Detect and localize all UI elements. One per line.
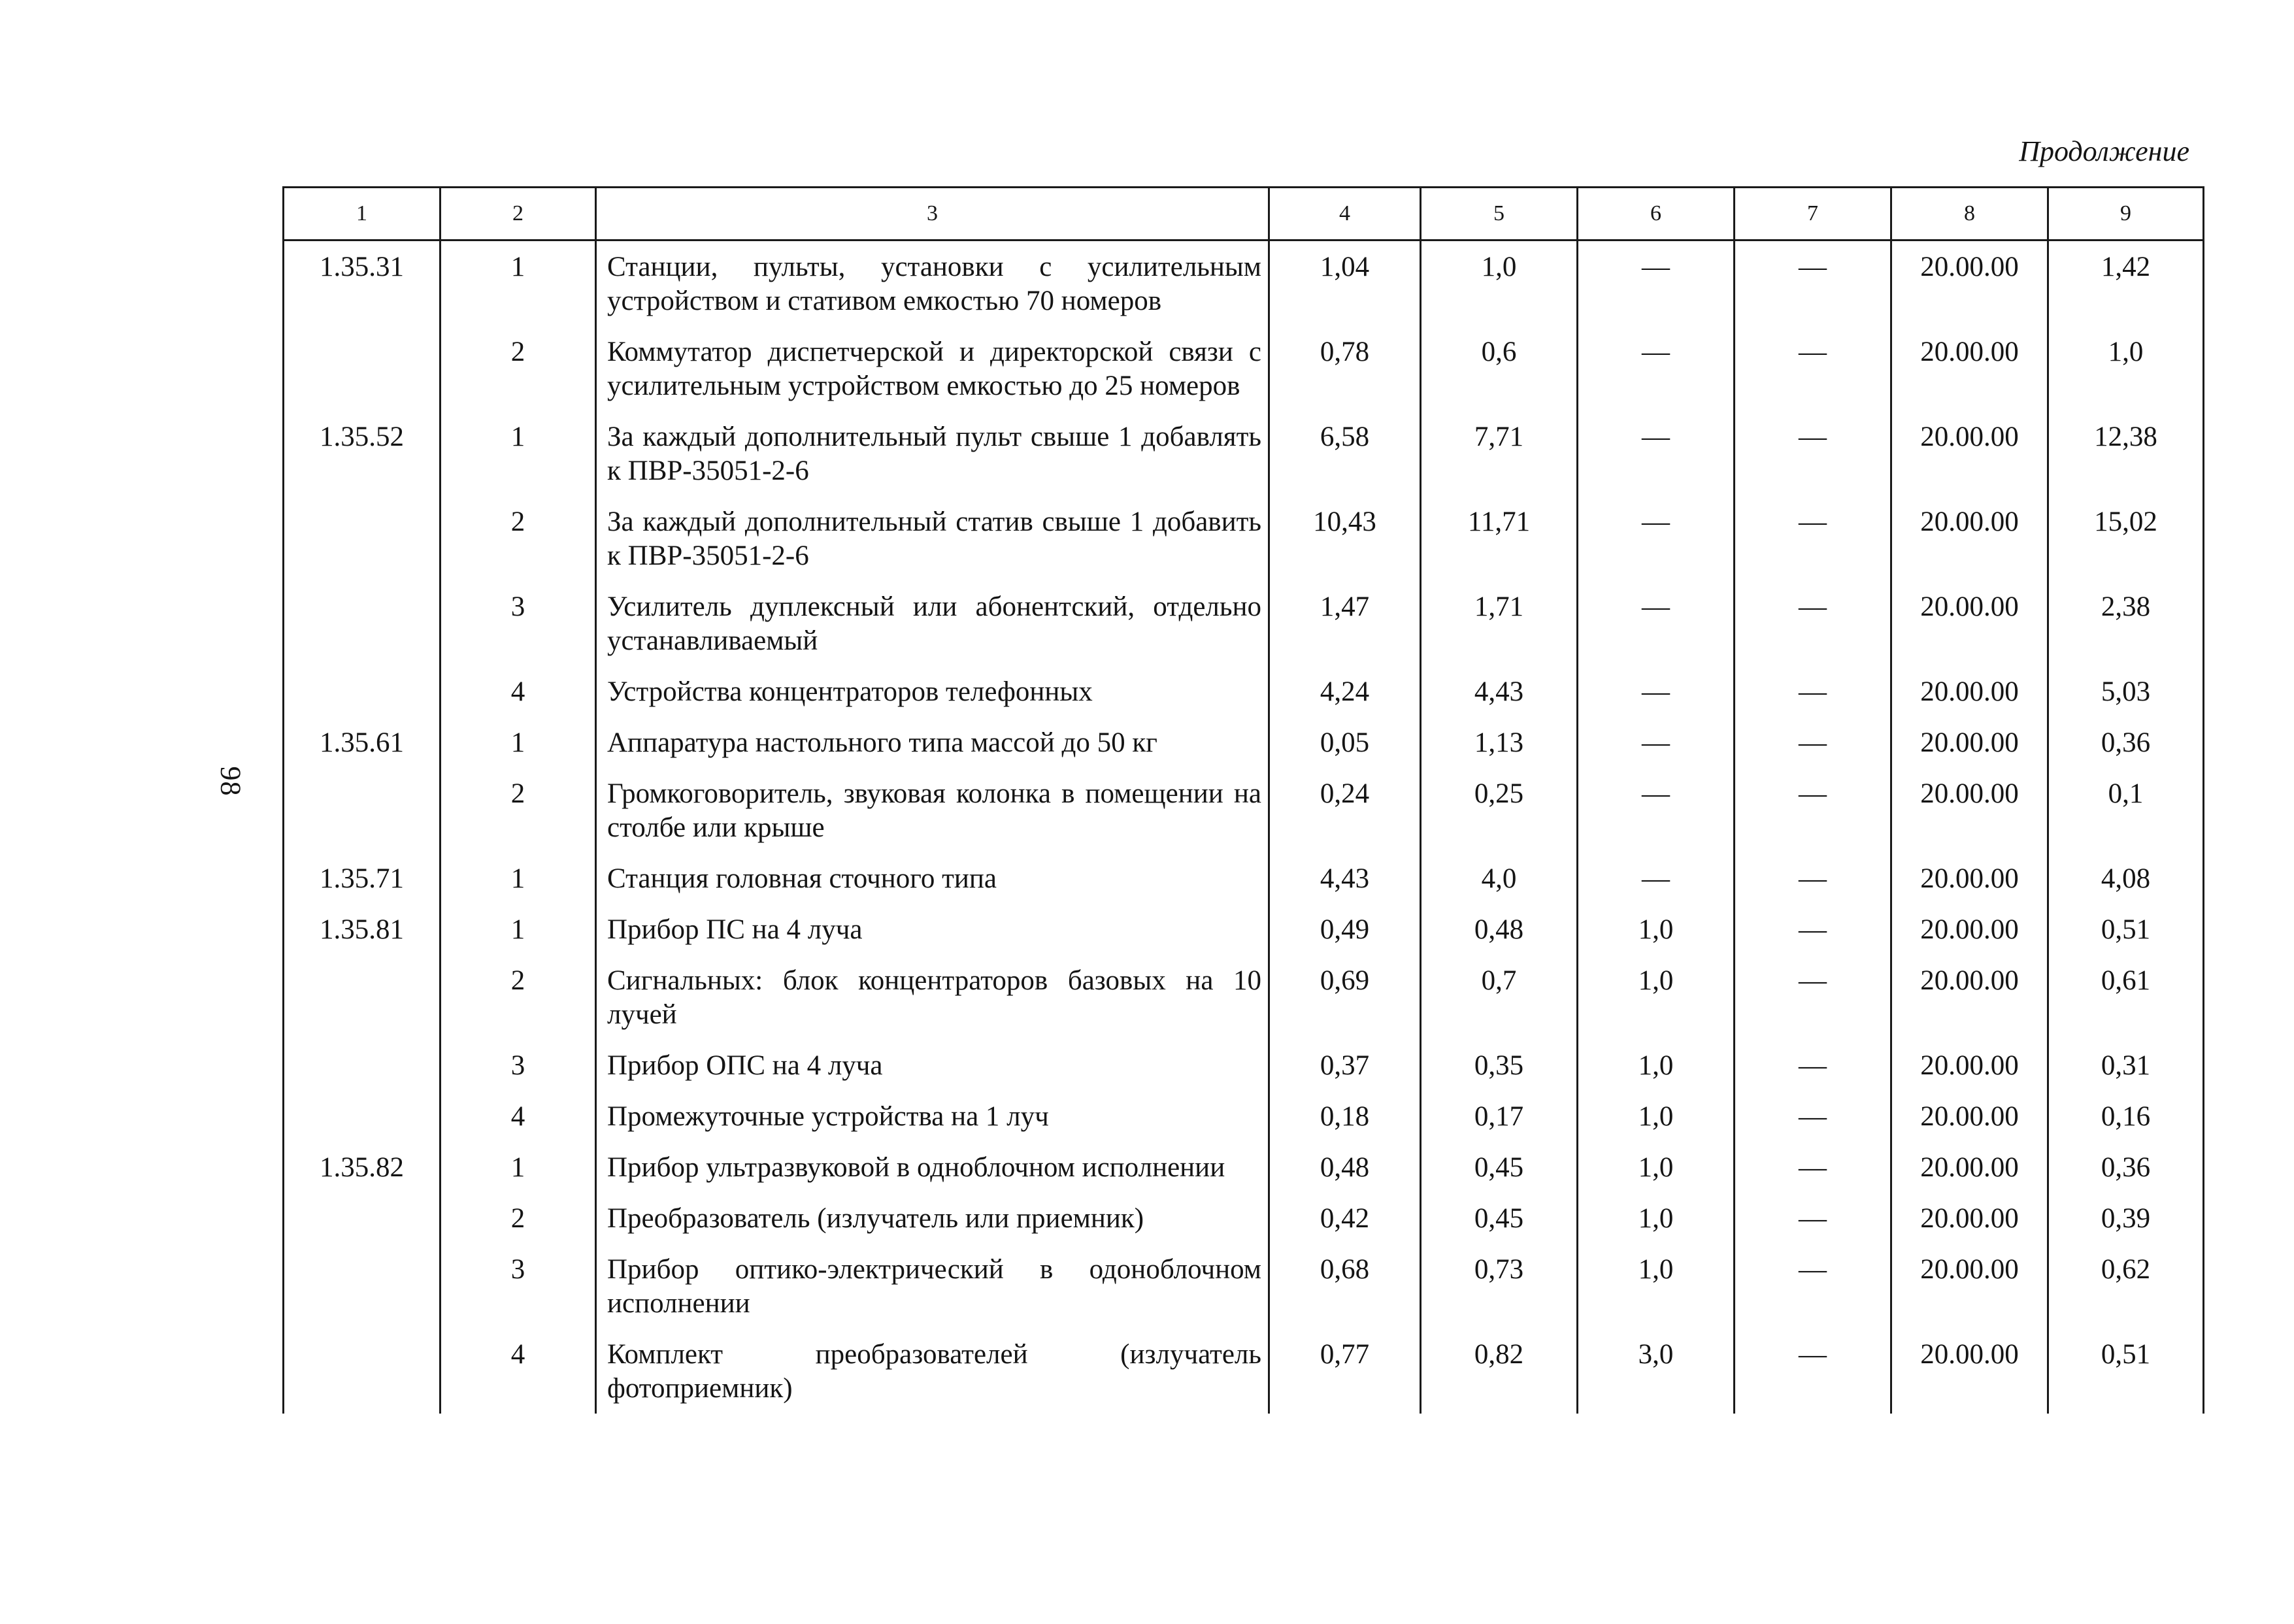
table-row (284, 496, 2204, 581)
row-col7: — (1735, 1142, 1891, 1193)
row-code (284, 581, 441, 666)
column-header: 1 (284, 188, 441, 240)
row-col5: 0,35 (1421, 1040, 1578, 1091)
row-col7: — (1735, 326, 1891, 411)
row-description: Прибор оптико-электрический в одоноблочном исполнении (596, 1244, 1269, 1329)
row-description: Аппаратура настольного типа массой до 50 кг (596, 717, 1269, 768)
row-description: Станция головная сточного типа (596, 853, 1269, 904)
continuation-label: Продолжение (2019, 135, 2189, 167)
row-number: 1 (441, 853, 596, 904)
row-col6: — (1578, 411, 1735, 496)
row-col9: 4,08 (2048, 853, 2204, 904)
row-description: Прибор ультразвуковой в одноблочном исполнении (596, 1142, 1269, 1193)
row-col4: 1,47 (1269, 581, 1421, 666)
row-col7: — (1735, 768, 1891, 853)
row-col4: 0,69 (1269, 955, 1421, 1040)
row-col6: 1,0 (1578, 1040, 1735, 1091)
table-row (284, 904, 2204, 955)
row-number: 2 (441, 955, 596, 1040)
row-description: Устройства концентраторов телефонных (596, 666, 1269, 717)
row-col5: 0,82 (1421, 1329, 1578, 1414)
row-col8: 20.00.00 (1891, 853, 2048, 904)
row-code: 1.35.71 (284, 853, 441, 904)
row-number: 1 (441, 1142, 596, 1193)
row-number: 3 (441, 1040, 596, 1091)
column-header: 4 (1269, 188, 1421, 240)
row-code (284, 955, 441, 1040)
row-code (284, 1244, 441, 1329)
row-col8: 20.00.00 (1891, 1091, 2048, 1142)
row-col6: 1,0 (1578, 1193, 1735, 1244)
row-col7: — (1735, 1040, 1891, 1091)
row-col5: 0,6 (1421, 326, 1578, 411)
row-col8: 20.00.00 (1891, 240, 2048, 327)
row-col4: 0,49 (1269, 904, 1421, 955)
row-number: 1 (441, 240, 596, 327)
row-col9: 0,62 (2048, 1244, 2204, 1329)
row-col6: 3,0 (1578, 1329, 1735, 1414)
row-col4: 0,78 (1269, 326, 1421, 411)
row-col7: — (1735, 955, 1891, 1040)
row-code: 1.35.61 (284, 717, 441, 768)
page-number: 98 (214, 766, 247, 797)
table-row (284, 1040, 2204, 1091)
row-col5: 0,45 (1421, 1193, 1578, 1244)
row-col4: 0,48 (1269, 1142, 1421, 1193)
row-col6: — (1578, 240, 1735, 327)
table-body (284, 240, 2204, 1414)
row-col6: — (1578, 768, 1735, 853)
row-col6: 1,0 (1578, 1091, 1735, 1142)
row-col9: 0,51 (2048, 904, 2204, 955)
row-col8: 20.00.00 (1891, 955, 2048, 1040)
row-col6: — (1578, 496, 1735, 581)
row-col6: — (1578, 666, 1735, 717)
row-col4: 0,77 (1269, 1329, 1421, 1414)
row-code: 1.35.31 (284, 240, 441, 327)
row-code (284, 1193, 441, 1244)
table-row (284, 326, 2204, 411)
row-col5: 0,48 (1421, 904, 1578, 955)
row-col7: — (1735, 1193, 1891, 1244)
row-number: 4 (441, 666, 596, 717)
row-number: 1 (441, 411, 596, 496)
row-col7: — (1735, 853, 1891, 904)
row-col8: 20.00.00 (1891, 581, 2048, 666)
row-number: 4 (441, 1091, 596, 1142)
column-header: 6 (1578, 188, 1735, 240)
row-col9: 0,61 (2048, 955, 2204, 1040)
row-number: 4 (441, 1329, 596, 1414)
row-description: Прибор ПС на 4 луча (596, 904, 1269, 955)
row-col4: 0,24 (1269, 768, 1421, 853)
row-description: За каждый дополнительный пульт свыше 1 добавлять к ПВР-35051-2-6 (596, 411, 1269, 496)
row-col7: — (1735, 581, 1891, 666)
column-header: 9 (2048, 188, 2204, 240)
row-col7: — (1735, 1244, 1891, 1329)
row-description: Громкоговоритель, звуковая колонка в помещении на столбе или крыше (596, 768, 1269, 853)
row-col9: 0,16 (2048, 1091, 2204, 1142)
row-col6: 1,0 (1578, 1244, 1735, 1329)
row-description: Преобразователь (излучатель или приемник) (596, 1193, 1269, 1244)
row-code (284, 1040, 441, 1091)
table-row (284, 1193, 2204, 1244)
row-col9: 0,51 (2048, 1329, 2204, 1414)
table-row (284, 1142, 2204, 1193)
row-col9: 15,02 (2048, 496, 2204, 581)
row-col8: 20.00.00 (1891, 717, 2048, 768)
row-col9: 2,38 (2048, 581, 2204, 666)
row-col8: 20.00.00 (1891, 1329, 2048, 1414)
row-col4: 6,58 (1269, 411, 1421, 496)
row-description: Комплект преобразователей (излучатель фотоприемник) (596, 1329, 1269, 1414)
row-col9: 1,42 (2048, 240, 2204, 327)
row-col4: 0,18 (1269, 1091, 1421, 1142)
column-header: 3 (596, 188, 1269, 240)
column-header: 8 (1891, 188, 2048, 240)
row-col6: — (1578, 853, 1735, 904)
table-row (284, 768, 2204, 853)
row-col5: 4,0 (1421, 853, 1578, 904)
row-description: Промежуточные устройства на 1 луч (596, 1091, 1269, 1142)
row-description: За каждый дополнительный статив свыше 1 добавить к ПВР-35051-2-6 (596, 496, 1269, 581)
rates-table (282, 186, 2204, 1414)
row-code: 1.35.82 (284, 1142, 441, 1193)
row-col9: 12,38 (2048, 411, 2204, 496)
row-description: Сигнальных: блок концентраторов базовых на 10 лучей (596, 955, 1269, 1040)
row-col8: 20.00.00 (1891, 1040, 2048, 1091)
row-number: 2 (441, 496, 596, 581)
table-row (284, 1329, 2204, 1414)
row-col7: — (1735, 904, 1891, 955)
row-col7: — (1735, 1091, 1891, 1142)
row-col9: 0,1 (2048, 768, 2204, 853)
row-col4: 0,42 (1269, 1193, 1421, 1244)
row-col4: 0,68 (1269, 1244, 1421, 1329)
table-row (284, 411, 2204, 496)
table-header-row (284, 188, 2204, 240)
table-row (284, 666, 2204, 717)
row-col8: 20.00.00 (1891, 326, 2048, 411)
row-col4: 10,43 (1269, 496, 1421, 581)
row-code (284, 1329, 441, 1414)
row-col5: 1,71 (1421, 581, 1578, 666)
row-description: Станции, пульты, установки с усилительным устройством и стативом емкостью 70 номеров (596, 240, 1269, 327)
row-col6: — (1578, 717, 1735, 768)
row-number: 1 (441, 904, 596, 955)
column-header: 7 (1735, 188, 1891, 240)
row-col9: 0,31 (2048, 1040, 2204, 1091)
row-code: 1.35.81 (284, 904, 441, 955)
table-row (284, 1244, 2204, 1329)
table-row (284, 1091, 2204, 1142)
row-col4: 0,05 (1269, 717, 1421, 768)
row-col8: 20.00.00 (1891, 496, 2048, 581)
row-col5: 7,71 (1421, 411, 1578, 496)
table-row (284, 717, 2204, 768)
row-number: 3 (441, 581, 596, 666)
row-col8: 20.00.00 (1891, 768, 2048, 853)
row-col8: 20.00.00 (1891, 1193, 2048, 1244)
row-number: 1 (441, 717, 596, 768)
column-header: 5 (1421, 188, 1578, 240)
row-col4: 0,37 (1269, 1040, 1421, 1091)
row-col8: 20.00.00 (1891, 1244, 2048, 1329)
row-col5: 1,13 (1421, 717, 1578, 768)
row-col9: 0,36 (2048, 1142, 2204, 1193)
row-col5: 11,71 (1421, 496, 1578, 581)
table-row (284, 853, 2204, 904)
row-description: Усилитель дуплексный или абонентский, отдельно устанавливаемый (596, 581, 1269, 666)
row-description: Прибор ОПС на 4 луча (596, 1040, 1269, 1091)
row-col6: 1,0 (1578, 955, 1735, 1040)
row-col6: 1,0 (1578, 904, 1735, 955)
row-number: 2 (441, 768, 596, 853)
row-col8: 20.00.00 (1891, 1142, 2048, 1193)
row-col7: — (1735, 666, 1891, 717)
table-row (284, 240, 2204, 327)
row-col5: 0,73 (1421, 1244, 1578, 1329)
row-col5: 0,17 (1421, 1091, 1578, 1142)
row-code (284, 768, 441, 853)
row-col8: 20.00.00 (1891, 904, 2048, 955)
row-description: Коммутатор диспетчерской и директорской связи с усилительным устройством емкостью до 25 номеров (596, 326, 1269, 411)
row-col6: — (1578, 326, 1735, 411)
row-code: 1.35.52 (284, 411, 441, 496)
row-col5: 0,25 (1421, 768, 1578, 853)
row-col9: 0,36 (2048, 717, 2204, 768)
row-number: 2 (441, 326, 596, 411)
row-col9: 0,39 (2048, 1193, 2204, 1244)
row-number: 2 (441, 1193, 596, 1244)
table-row (284, 581, 2204, 666)
row-col7: — (1735, 411, 1891, 496)
row-col8: 20.00.00 (1891, 411, 2048, 496)
column-header: 2 (441, 188, 596, 240)
row-col9: 5,03 (2048, 666, 2204, 717)
row-code (284, 326, 441, 411)
row-number: 3 (441, 1244, 596, 1329)
row-col6: — (1578, 581, 1735, 666)
row-col5: 0,45 (1421, 1142, 1578, 1193)
row-col5: 1,0 (1421, 240, 1578, 327)
row-col7: — (1735, 496, 1891, 581)
table-row (284, 955, 2204, 1040)
row-code (284, 496, 441, 581)
row-col5: 4,43 (1421, 666, 1578, 717)
row-col4: 4,43 (1269, 853, 1421, 904)
row-col7: — (1735, 1329, 1891, 1414)
row-col6: 1,0 (1578, 1142, 1735, 1193)
row-code (284, 666, 441, 717)
row-col9: 1,0 (2048, 326, 2204, 411)
row-col7: — (1735, 717, 1891, 768)
row-code (284, 1091, 441, 1142)
rates-table-container (282, 186, 2203, 1414)
row-col5: 0,7 (1421, 955, 1578, 1040)
row-col8: 20.00.00 (1891, 666, 2048, 717)
row-col4: 1,04 (1269, 240, 1421, 327)
row-col7: — (1735, 240, 1891, 327)
row-col4: 4,24 (1269, 666, 1421, 717)
